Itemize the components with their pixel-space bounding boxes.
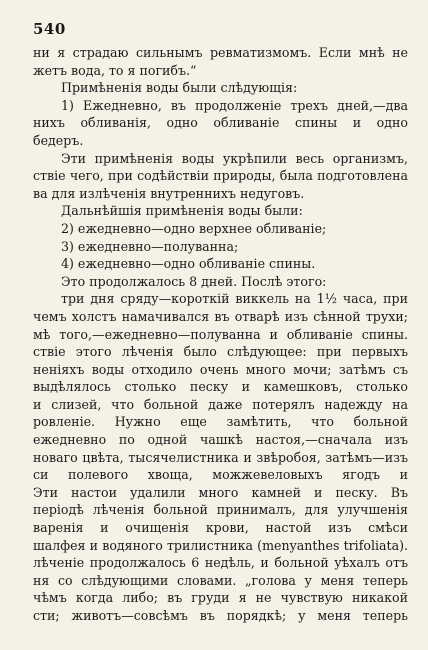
text-line: Это продолжалось 8 дней. Послѣ этого: xyxy=(61,273,327,289)
text-line: 4) ежедневно—одно обливаніе спины. xyxy=(61,256,316,272)
text-line: ровленіе. Нужно еще замѣтить, что больной xyxy=(33,414,408,430)
text-line: лѣченіе продолжалось 6 недѣль, и больной уѣхалъ отъ xyxy=(33,555,408,571)
text-line: 2) ежедневно—одно верхнее обливаніе; xyxy=(61,220,327,236)
text-line: ни я страдаю сильнымъ ревматизмомъ. Если мнѣ не xyxy=(33,45,408,60)
text-line: жетъ вода, то я погибъ.“ xyxy=(33,62,197,78)
text-line: чѣмъ когда либо; въ груди я не чувствую никакой xyxy=(33,590,408,606)
text-line: си полевого хвоща, можжевеловыхъ ягодъ и xyxy=(33,467,408,483)
text-line: мѣ того,—ежедневно—полуванна и обливаніе спины. xyxy=(33,326,408,342)
text-line: ва для излѣченія внутреннихъ недуговъ. xyxy=(33,185,305,201)
text-line: Дальнѣйшія примѣненія воды были: xyxy=(61,203,303,219)
text-line: ствіе этого лѣченія было слѣдующее: при первыхъ xyxy=(33,344,408,360)
body-text xyxy=(33,44,408,625)
text-line: ежедневно по одной чашкѣ настоя,—сначала изъ xyxy=(33,432,408,448)
text-line: выдѣлялось столько песку и камешковъ, столько xyxy=(33,379,408,395)
text-line: новаго цвѣта, тысячелистника и звѣробоя, затѣмъ—изъ xyxy=(33,449,408,465)
page-number: 540 xyxy=(33,20,66,38)
text-line: Эти примѣненія воды укрѣпили весь организмъ, xyxy=(61,150,408,166)
text-line: сти; животъ—совсѣмъ въ порядкѣ; у меня теперь xyxy=(33,608,408,623)
text-line: 3) ежедневно—полуванна; xyxy=(61,238,239,254)
text-line: и слизей, что больной даже потерялъ надежду на xyxy=(33,396,408,412)
text-line: шалфея и водяного трилистника (menyanthes trifoliata). xyxy=(33,537,408,553)
text-line: варенія и очищенія крови, настой изъ смѣси xyxy=(33,520,408,536)
text-line: періодѣ лѣченія больной принималъ, для улучшенія xyxy=(33,502,408,518)
text-line: бедеръ. xyxy=(33,132,84,148)
text-line: Эти настои удалили много камней и песку. Въ xyxy=(33,484,408,500)
text-line: Примѣненія воды были слѣдующія: xyxy=(61,80,298,96)
text-line: 1) Ежедневно, въ продолженіе трехъ дней,—два xyxy=(61,97,408,113)
text-line: три дня сряду—короткій виккель на 1½ часа, при xyxy=(61,291,408,307)
text-line: ствіе чего, при содѣйствіи природы, была подготовлена xyxy=(33,168,408,184)
text-line: нихъ обливанія, одно обливаніе спины и одно xyxy=(33,115,408,131)
text-line: неніяхъ воды отходило очень много мочи; затѣмъ съ xyxy=(33,361,408,377)
text-line: ня со слѣдующими словами. „голова у меня теперь xyxy=(33,572,408,588)
text-line: чемъ холстъ намачивался въ отварѣ изъ сѣнной трухи; xyxy=(33,308,408,324)
